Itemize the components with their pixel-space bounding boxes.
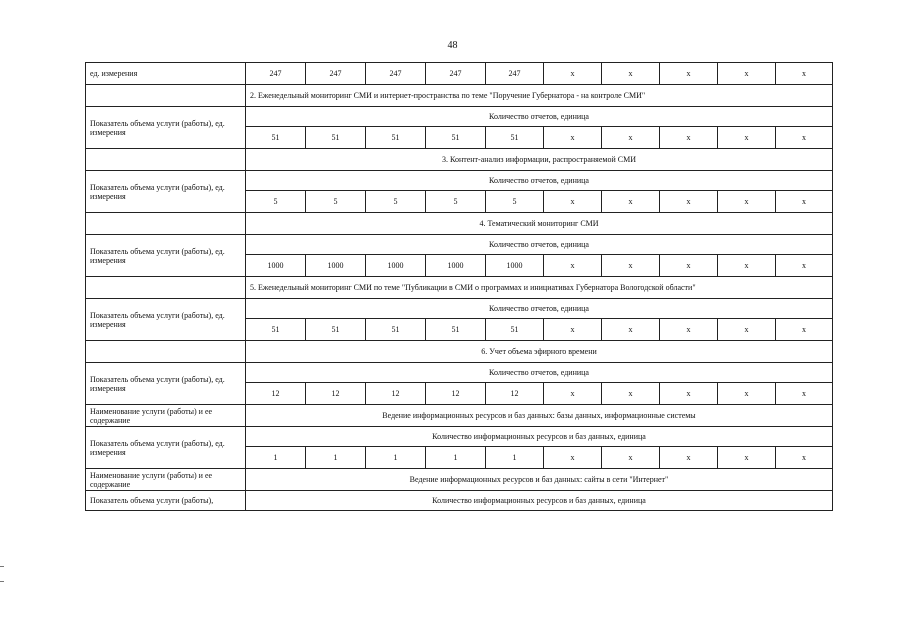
table-row bbox=[86, 63, 833, 85]
value-cell: 12 bbox=[306, 383, 366, 405]
measure-label: Количество отчетов, единица bbox=[246, 171, 833, 191]
value-cell: 1 bbox=[366, 447, 426, 469]
value-cell: x bbox=[602, 319, 660, 341]
measure-label: Количество отчетов, единица bbox=[246, 107, 833, 127]
value-cell: 247 bbox=[366, 63, 426, 85]
value-cell: 51 bbox=[306, 127, 366, 149]
value-cell: x bbox=[602, 447, 660, 469]
value-cell: x bbox=[602, 127, 660, 149]
value-cell: x bbox=[660, 319, 718, 341]
measure-label: Количество отчетов, единица bbox=[246, 299, 833, 319]
value-cell: 5 bbox=[486, 191, 544, 213]
value-cell: 51 bbox=[366, 127, 426, 149]
measure-label: Количество отчетов, единица bbox=[246, 363, 833, 383]
value-cell: 1000 bbox=[426, 255, 486, 277]
value-cell: x bbox=[660, 63, 718, 85]
value-cell: 51 bbox=[306, 319, 366, 341]
value-cell: x bbox=[718, 319, 776, 341]
value-cell: 1 bbox=[426, 447, 486, 469]
value-cell: x bbox=[776, 383, 833, 405]
value-cell: x bbox=[660, 127, 718, 149]
value-cell: x bbox=[776, 191, 833, 213]
table-row bbox=[86, 171, 833, 191]
table-row bbox=[86, 299, 833, 319]
value-cell: x bbox=[544, 127, 602, 149]
section-title: 6. Учет объема эфирного времени bbox=[246, 341, 833, 363]
value-cell: x bbox=[602, 191, 660, 213]
value-cell: 1 bbox=[306, 447, 366, 469]
volume-label: Показатель объема услуги (работы), ед. измерения bbox=[86, 299, 246, 341]
value-cell: 51 bbox=[246, 127, 306, 149]
section-title-row bbox=[86, 277, 833, 299]
scan-edge-mark bbox=[0, 566, 4, 582]
value-cell: 247 bbox=[486, 63, 544, 85]
value-cell: 1 bbox=[486, 447, 544, 469]
section-title: 4. Тематический мониторинг СМИ bbox=[246, 213, 833, 235]
value-cell: 1000 bbox=[246, 255, 306, 277]
value-cell: 1 bbox=[246, 447, 306, 469]
value-cell: x bbox=[718, 383, 776, 405]
volume-label: Показатель объема услуги (работы), ед. измерения bbox=[86, 427, 246, 469]
value-cell: 51 bbox=[486, 319, 544, 341]
value-cell: 247 bbox=[306, 63, 366, 85]
page-number: 48 bbox=[447, 40, 458, 51]
service-name-label: Наименование услуги (работы) и ее содержание bbox=[86, 405, 246, 427]
table-row bbox=[86, 363, 833, 383]
value-cell: x bbox=[718, 127, 776, 149]
value-cell: x bbox=[776, 127, 833, 149]
value-cell: 12 bbox=[246, 383, 306, 405]
service-name-row bbox=[86, 405, 833, 427]
table-row bbox=[86, 107, 833, 127]
value-cell: 51 bbox=[246, 319, 306, 341]
service-name: Ведение информационных ресурсов и баз данных: базы данных, информационные системы bbox=[246, 405, 833, 427]
value-cell: x bbox=[660, 255, 718, 277]
value-cell: x bbox=[602, 255, 660, 277]
value-cell: x bbox=[718, 191, 776, 213]
value-cell: x bbox=[544, 191, 602, 213]
volume-label: Показатель объема услуги (работы), bbox=[86, 491, 246, 511]
value-cell: x bbox=[660, 447, 718, 469]
value-cell: x bbox=[718, 63, 776, 85]
section-title-row bbox=[86, 341, 833, 363]
value-cell: x bbox=[776, 447, 833, 469]
service-name-row bbox=[86, 469, 833, 491]
value-cell: 51 bbox=[426, 319, 486, 341]
measure-label: Количество информационных ресурсов и баз данных, единица bbox=[246, 427, 833, 447]
value-cell: 12 bbox=[366, 383, 426, 405]
value-cell: x bbox=[544, 383, 602, 405]
value-cell: x bbox=[660, 191, 718, 213]
value-cell: x bbox=[602, 383, 660, 405]
table-row bbox=[86, 235, 833, 255]
value-cell: 51 bbox=[426, 127, 486, 149]
service-name: Ведение информационных ресурсов и баз данных: сайты в сети "Интернет" bbox=[246, 469, 833, 491]
section-title-row bbox=[86, 85, 833, 107]
value-cell: 5 bbox=[366, 191, 426, 213]
section-title-row bbox=[86, 213, 833, 235]
value-cell: 5 bbox=[306, 191, 366, 213]
value-cell: x bbox=[544, 255, 602, 277]
section-title: 2. Еженедельный мониторинг СМИ и интернет-пространства по теме "Поручение Губернатора - на контроле СМИ" bbox=[246, 85, 833, 107]
value-cell: 247 bbox=[426, 63, 486, 85]
volume-label: Показатель объема услуги (работы), ед. измерения bbox=[86, 107, 246, 149]
volume-label: Показатель объема услуги (работы), ед. измерения bbox=[86, 171, 246, 213]
value-cell: 12 bbox=[426, 383, 486, 405]
value-cell: 247 bbox=[246, 63, 306, 85]
value-cell: 5 bbox=[246, 191, 306, 213]
unit-label: ед. измерения bbox=[86, 63, 246, 85]
value-cell: 1000 bbox=[306, 255, 366, 277]
measure-label: Количество информационных ресурсов и баз данных, единица bbox=[246, 491, 833, 511]
section-title: 3. Контент-анализ информации, распространяемой СМИ bbox=[246, 149, 833, 171]
value-cell: 12 bbox=[486, 383, 544, 405]
value-cell: x bbox=[660, 383, 718, 405]
table-row bbox=[86, 491, 833, 511]
volume-label: Показатель объема услуги (работы), ед. измерения bbox=[86, 363, 246, 405]
value-cell: x bbox=[776, 255, 833, 277]
measure-label: Количество отчетов, единица bbox=[246, 235, 833, 255]
value-cell: x bbox=[602, 63, 660, 85]
volume-label: Показатель объема услуги (работы), ед. измерения bbox=[86, 235, 246, 277]
value-cell: x bbox=[776, 319, 833, 341]
section-title-row bbox=[86, 149, 833, 171]
value-cell: x bbox=[544, 63, 602, 85]
value-cell: 1000 bbox=[366, 255, 426, 277]
value-cell: 51 bbox=[486, 127, 544, 149]
service-name-label: Наименование услуги (работы) и ее содержание bbox=[86, 469, 246, 491]
value-cell: x bbox=[544, 447, 602, 469]
value-cell: x bbox=[718, 447, 776, 469]
value-cell: x bbox=[544, 319, 602, 341]
table-row bbox=[86, 427, 833, 447]
value-cell: x bbox=[718, 255, 776, 277]
value-cell: 1000 bbox=[486, 255, 544, 277]
section-title: 5. Еженедельный мониторинг СМИ по теме "Публикации в СМИ о программах и инициативах Губернатора Вологодской области" bbox=[246, 277, 833, 299]
value-cell: x bbox=[776, 63, 833, 85]
value-cell: 51 bbox=[366, 319, 426, 341]
service-volume-table bbox=[85, 62, 833, 511]
value-cell: 5 bbox=[426, 191, 486, 213]
